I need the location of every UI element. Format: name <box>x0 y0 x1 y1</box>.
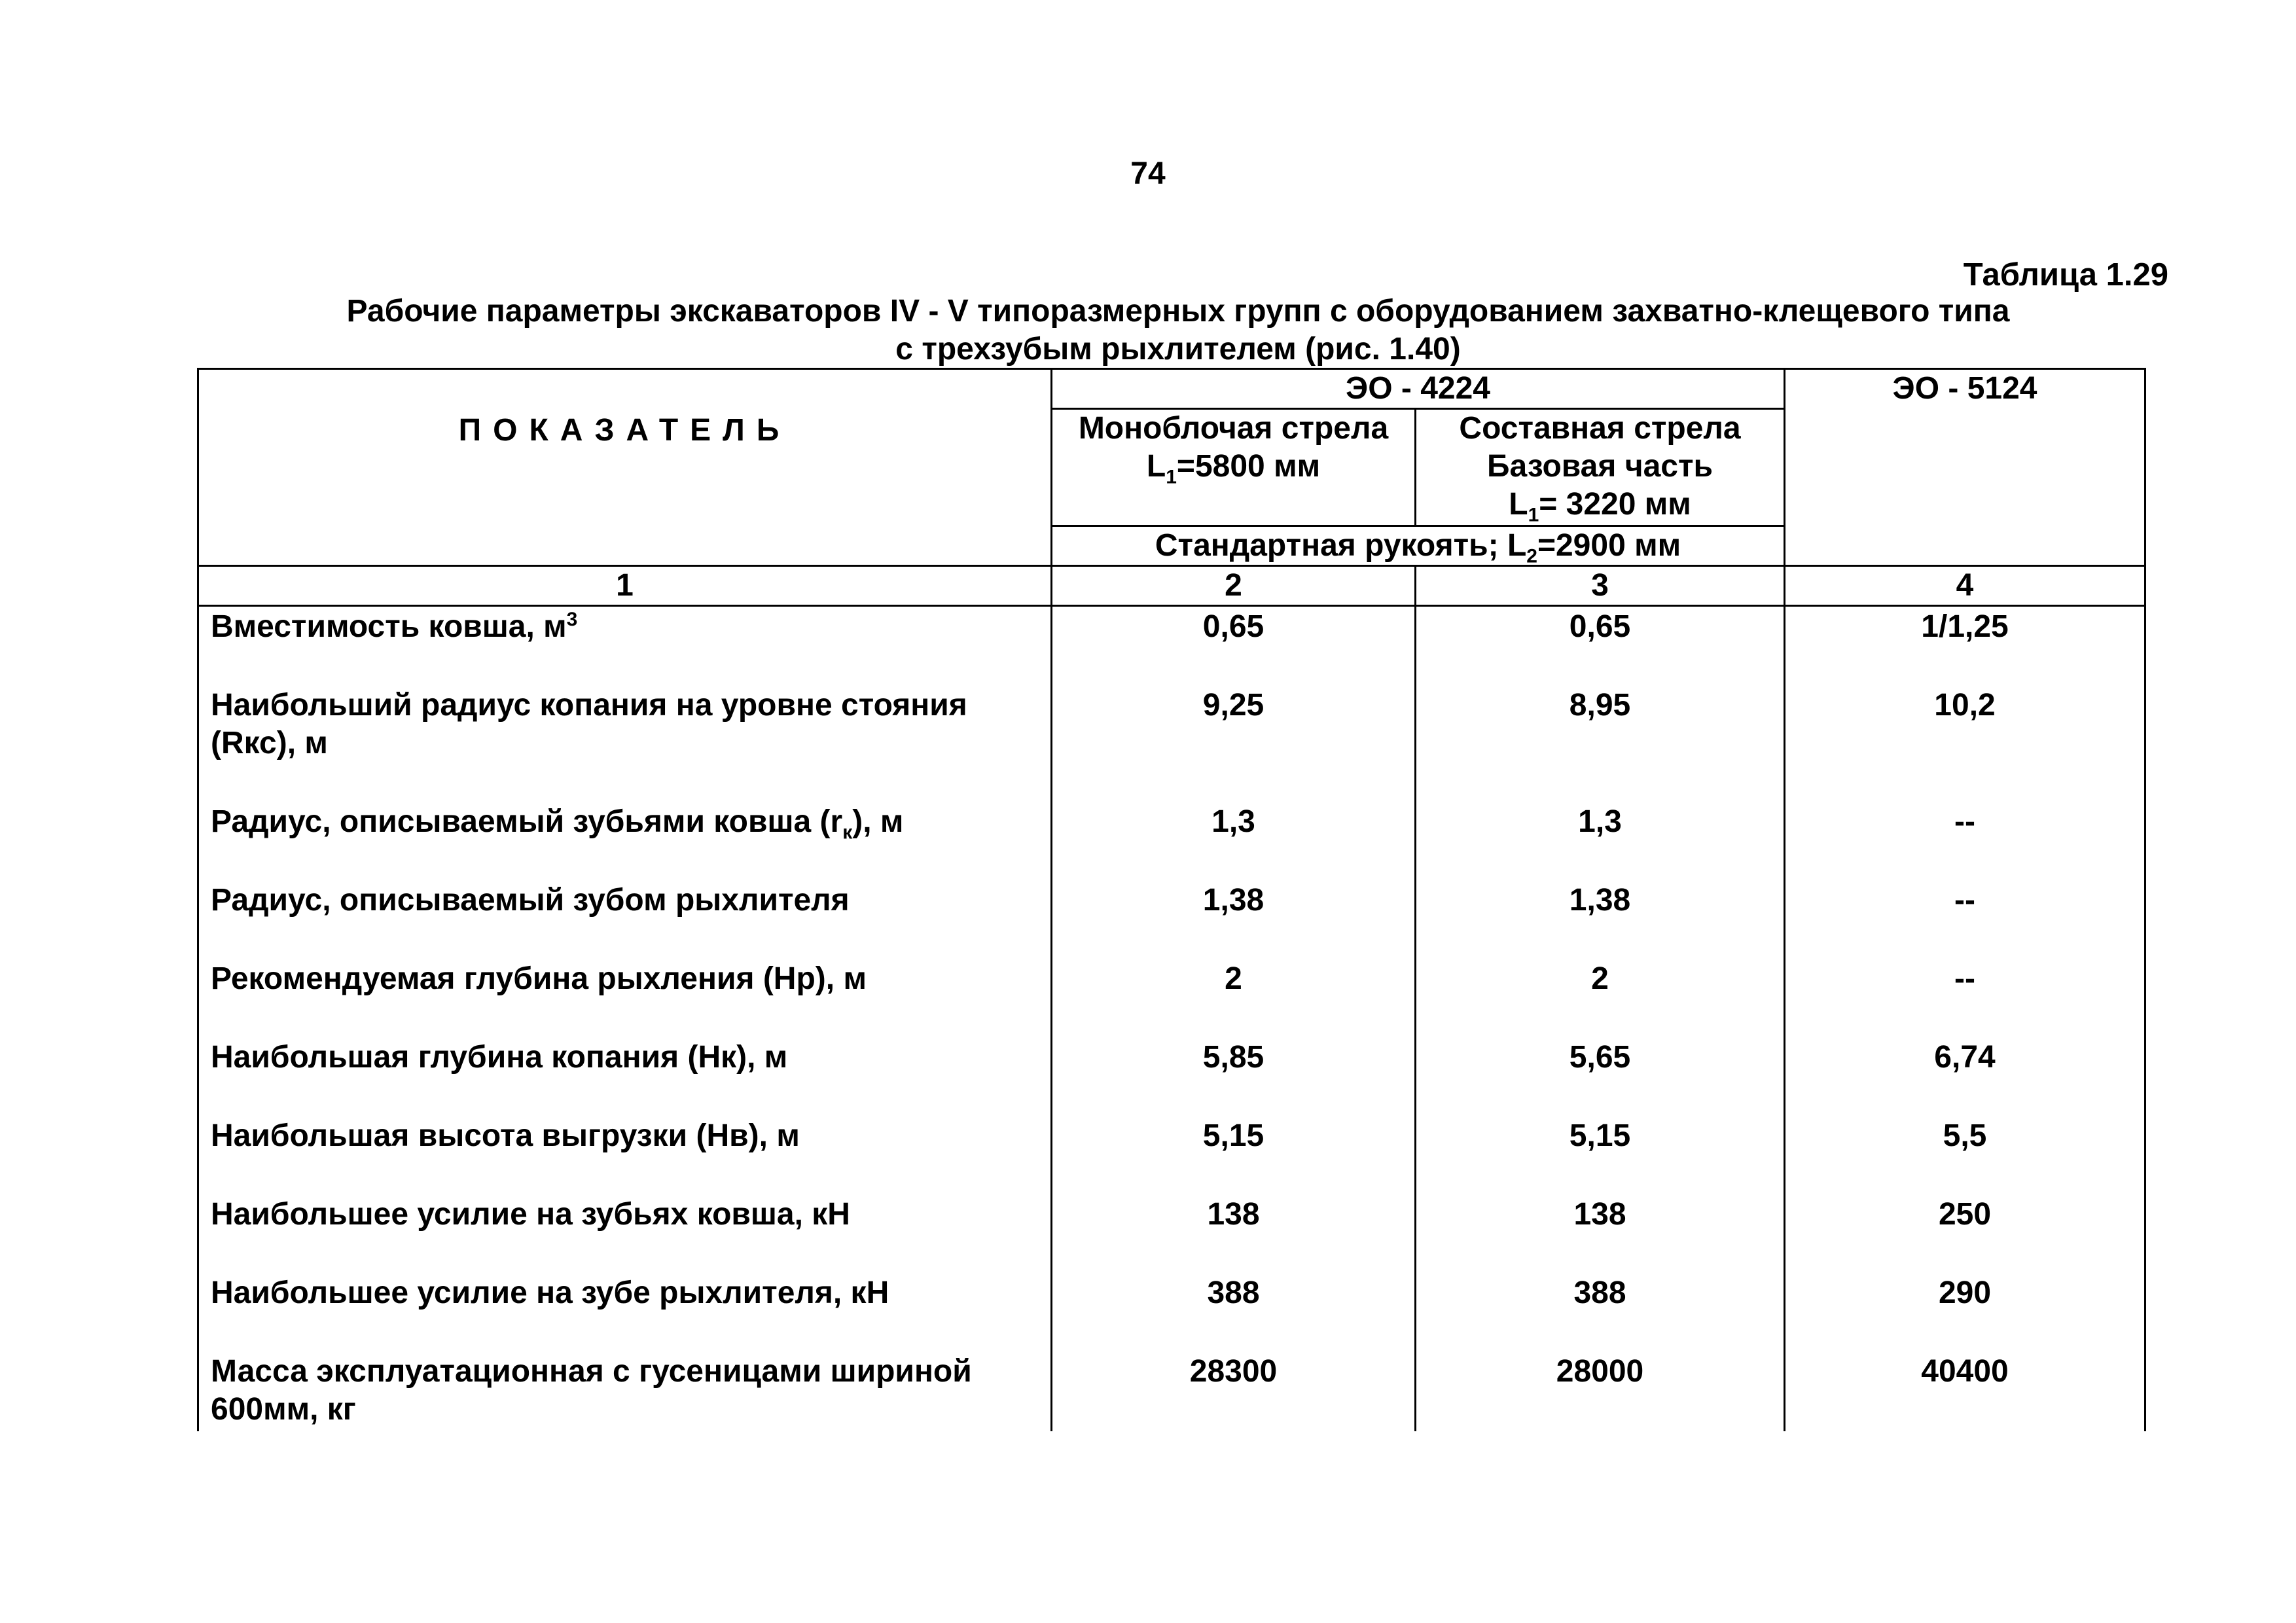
cell-value: 388 <box>1052 1273 1416 1351</box>
table-title <box>190 293 2166 368</box>
cell-value: 2 <box>1052 959 1416 1037</box>
cell-value: 138 <box>1416 1194 1785 1273</box>
cell-value: 290 <box>1785 1273 2145 1351</box>
table-row <box>198 1273 2145 1351</box>
cell-value: 0,65 <box>1416 606 1785 686</box>
table-row <box>198 685 2145 802</box>
table-title-line1: Рабочие параметры экскаваторов IV - V типоразмерных групп с оборудованием захватно-клещевого типа <box>346 294 2010 329</box>
cell-value: -- <box>1785 802 2145 880</box>
cell-value: 8,95 <box>1416 685 1785 802</box>
boom-comp-line2: Базовая часть <box>1487 449 1713 484</box>
cell-value: 0,65 <box>1052 606 1416 686</box>
table-row <box>198 606 2145 686</box>
cell-value: -- <box>1785 959 2145 1037</box>
boom-mono-line2: $L_1=5800$ мм <box>1146 449 1321 488</box>
cell-value: 1,38 <box>1416 880 1785 959</box>
table-row <box>198 1351 2145 1431</box>
col-number-1: 1 <box>198 566 1052 606</box>
table-row <box>198 1194 2145 1273</box>
table-row <box>198 1037 2145 1116</box>
cell-value: 2 <box>1416 959 1785 1037</box>
cell-value: 28300 <box>1052 1351 1416 1431</box>
cell-value: 10,2 <box>1785 685 2145 802</box>
table-row <box>198 1116 2145 1194</box>
table-row <box>198 959 2145 1037</box>
col-number-3: 3 <box>1416 566 1785 606</box>
table-label: Таблица 1.29 <box>1963 257 2168 293</box>
cell-value: 138 <box>1052 1194 1416 1273</box>
cell-value: 1/1,25 <box>1785 606 2145 686</box>
row-label: Радиус, описываемый зубом рыхлителя <box>198 880 1052 959</box>
header-model-a: ЭО - 4224 <box>1052 369 1785 409</box>
row-label: Масса эксплуатационная с гусеницами шириной 600мм, кг <box>198 1351 1052 1431</box>
row-label: Наибольшая высота выгрузки (Hв), м <box>198 1116 1052 1194</box>
cell-value: 1,38 <box>1052 880 1416 959</box>
boom-comp-line3: $L_1= 3220$ мм <box>1509 487 1691 526</box>
row-label: Вместимость ковша, $м^3$ <box>198 606 1052 686</box>
cell-value: -- <box>1785 880 2145 959</box>
cell-value: 28000 <box>1416 1351 1785 1431</box>
boom-mono-line1: Моноблочая стрела <box>1078 411 1389 446</box>
cell-value: 5,15 <box>1416 1116 1785 1194</box>
header-indicator: ПОКАЗАТЕЛЬ <box>198 369 1052 566</box>
header-boom-comp <box>1416 409 1785 526</box>
table-row <box>198 880 2145 959</box>
header-boom-mono <box>1052 409 1416 526</box>
cell-value: 388 <box>1416 1273 1785 1351</box>
cell-value: 250 <box>1785 1194 2145 1273</box>
row-label: Наибольшее усилие на зубе рыхлителя, кН <box>198 1273 1052 1351</box>
row-label: Наибольшее усилие на зубьях ковша, кН <box>198 1194 1052 1273</box>
boom-comp-line1: Составная стрела <box>1459 411 1741 446</box>
cell-value: 9,25 <box>1052 685 1416 802</box>
row-label: Наибольшая глубина копания (Hк), м <box>198 1037 1052 1116</box>
table-title-line2: с трехзубым рыхлителем (рис. 1.40) <box>895 332 1461 366</box>
parameters-table <box>197 368 2146 1431</box>
cell-value: 1,3 <box>1416 802 1785 880</box>
header-model-b: ЭО - 5124 <box>1785 369 2145 566</box>
row-label: Рекомендуемая глубина рыхления (Hр), м <box>198 959 1052 1037</box>
cell-value: 5,65 <box>1416 1037 1785 1116</box>
page-number: 74 <box>1130 156 1166 191</box>
header-handle: Стандартная рукоять; $L_2=2900$ мм <box>1052 526 1785 566</box>
cell-value: 5,15 <box>1052 1116 1416 1194</box>
cell-value: 40400 <box>1785 1351 2145 1431</box>
row-label: Радиус, описываемый зубьями ковша $(r_к)$, м <box>198 802 1052 880</box>
cell-value: 5,85 <box>1052 1037 1416 1116</box>
row-label: Наибольший радиус копания на уровне стояния (Rкс), м <box>198 685 1052 802</box>
cell-value: 5,5 <box>1785 1116 2145 1194</box>
table-row <box>198 802 2145 880</box>
cell-value: 1,3 <box>1052 802 1416 880</box>
cell-value: 6,74 <box>1785 1037 2145 1116</box>
col-number-2: 2 <box>1052 566 1416 606</box>
col-number-4: 4 <box>1785 566 2145 606</box>
